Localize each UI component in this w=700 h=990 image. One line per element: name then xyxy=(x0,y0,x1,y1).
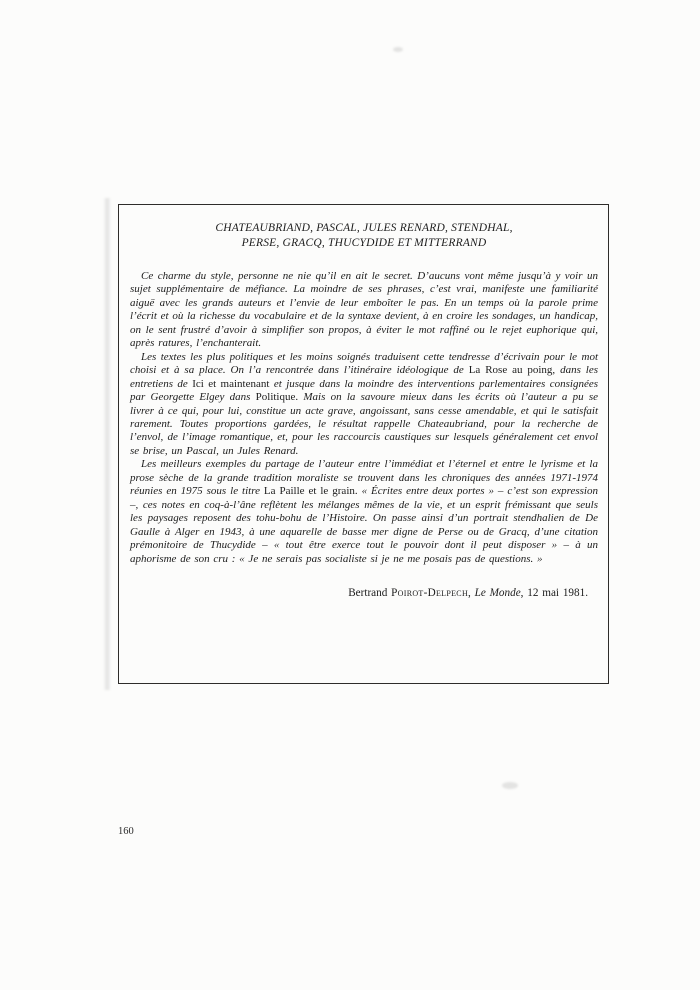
text-run: dans les entretiens de xyxy=(130,364,598,390)
byline-separator: , xyxy=(468,586,475,599)
byline-date: , 12 mai 1981. xyxy=(520,586,588,599)
article-title-line2: PERSE, GRACQ, THUCYDIDE ET MITTERRAND xyxy=(241,237,487,249)
scan-gutter-shadow xyxy=(103,198,111,690)
text-run-book-title: Ici et maintenant xyxy=(192,377,274,390)
byline-surname: Poirot-Delpech xyxy=(391,586,469,599)
paragraph xyxy=(130,458,598,566)
text-run: Ce charme du style, personne ne nie qu’il en ait le secret. D’aucuns vont même jusqu’à y voir un sujet supplémentaire de méfiance. La moindre de ses phrases, c’est vrai, manifeste une familiarité aiguë avec les grands auteurs et l’envie de leur emboîter le pas. En un temps où la parole prime l’écrit et où la richesse du vocabulaire et de la syntaxe devient, à en croire les sondages, un handicap, on le sent frustré d’avoir à simplifier son propos, à éviter le mot raffiné ou le rejet euphorique qui, après ratures, l’enchanterait. xyxy=(130,270,598,350)
paragraph xyxy=(130,270,598,351)
text-run-book-title: La Paille et le grain. xyxy=(263,485,362,498)
scan-speck xyxy=(502,782,518,789)
article-title-line1: CHATEAUBRIAND, PASCAL, JULES RENARD, STENDHAL, xyxy=(215,222,513,234)
article-frame xyxy=(118,204,609,684)
byline-publication: Le Monde xyxy=(474,586,521,599)
text-run-book-title: La Rose au poing, xyxy=(468,364,561,377)
text-run-book-title: Politique. xyxy=(255,391,304,404)
byline xyxy=(130,586,598,600)
text-run: Mais on la savoure mieux dans les écrits où l’auteur a pu se livrer à ce qui, pour lui, constitue un acte grave, angoissant, sans cesse amendable, et qui le satisfait rarement. Toutes proportions gardées, le résultat rappelle Chateaubriand, pour la recherche de l’envol, de l’image romantique, et, pour les raccourcis caustiques sur lesquels généralement cet envol se brise, un Pascal, un Jules Renard. xyxy=(130,391,598,457)
text-run: Les textes les plus politiques et les moins soignés traduisent cette tendresse d’écrivain pour le mot choisi et à sa place. On l’a rencontrée dans l’itinéraire idéologique de xyxy=(130,350,598,377)
scan-speck xyxy=(393,47,403,52)
article-title xyxy=(130,221,598,251)
text-run: et jusque dans la moindre des interventions parlementaires consignées par Georgette Elgey dans xyxy=(130,377,598,404)
article-body xyxy=(130,270,598,566)
text-run: « Écrites entre deux portes » – c’est son expression –, ces notes en coq-à-l’âne reflètent les mélanges mêmes de la vie, et un esprit frémissant que seuls les paysages reposent des tohu-bohu de l’Histoire. On passe ainsi d’un portrait stendhalien de De Gaulle à Alger en 1943, à une aquarelle de basse mer digne de Perse ou de Gracq, d’une citation prémonitoire de Thucydide – « tout être exerce tout le pouvoir dont il peut disposer » – à un aphorisme de son cru : « Je ne serais pas socialiste si je ne me posais pas de questions. » xyxy=(130,485,598,565)
byline-firstname: Bertrand xyxy=(348,586,392,599)
text-run: Les meilleurs exemples du partage de l’auteur entre l’immédiat et l’éternel et entre le lyrisme et la prose sèche de la grande tradition moraliste se trouvent dans les chroniques des années 1971-1974 réunies en 1975 sous le titre xyxy=(130,458,598,498)
paragraph xyxy=(130,351,598,459)
page-number: 160 xyxy=(118,826,134,837)
